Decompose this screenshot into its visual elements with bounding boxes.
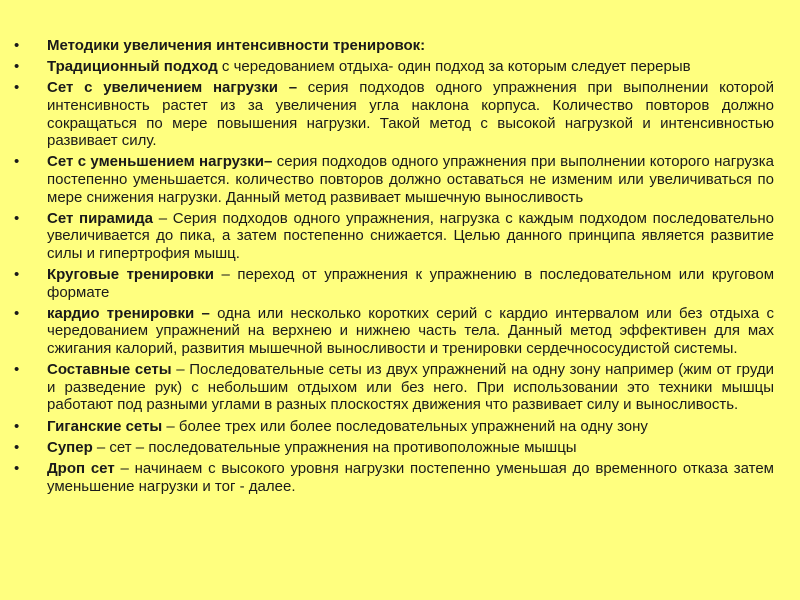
item-term: Супер (47, 438, 93, 456)
list-item (14, 305, 774, 358)
item-term: Дроп сет (47, 460, 115, 477)
list-item (14, 58, 774, 76)
list-item (14, 210, 774, 263)
item-term: Составные сеты (47, 361, 172, 379)
item-term: Сет пирамида (47, 209, 153, 227)
item-term: Круговые тренировки (47, 266, 214, 284)
item-text: – начинаем с высокого уровня нагрузки постепенно уменьшая до временного отказа затем уменьшение нагрузки и тог - далее. (47, 460, 774, 495)
bullet-list (14, 37, 774, 499)
item-text: – переход от упражнения к упражнению в последовательном или круговом формате (47, 266, 775, 301)
bullet-icon: • (14, 266, 20, 284)
item-text: серия подходов одного упражнения при выполнении которого нагрузка постепенно уменьшается. количество повторов должно оставаться не изменим или увеличиваться по мере снижения нагрузки. Данный метод развивает мышечную выносливость (47, 153, 775, 206)
bullet-icon: • (14, 37, 20, 54)
bullet-icon: • (14, 209, 20, 227)
item-text: с чередованием отдыха- один подход за которым следует перерыв (217, 58, 691, 76)
item-text: – более трех или более последовательных упражнений на одну зону (162, 417, 648, 435)
bullet-icon: • (14, 438, 20, 456)
list-item (14, 439, 774, 457)
item-text: – Серия подходов одного упражнения, нагрузка с каждым подходом последовательно увеличивается до пика, а затем постепенно снижается. Целью данного принципа является развитие силы и гипертрофия мышц. (47, 209, 774, 262)
item-text: – сет – последовательные упражнения на противоположные мышцы (92, 438, 577, 456)
item-term: Традиционный подход (47, 58, 218, 76)
bullet-icon: • (14, 361, 20, 379)
list-item (14, 153, 774, 206)
item-term: Методики увеличения интенсивности тренировок: (47, 37, 426, 54)
item-text: одна или несколько коротких серий с кардио интервалом или без отдыха с чередованием упражнений на верхнею и нижнею часть тела. Данный метод эффективен для мах сжигания калорий, развития мышечной выносливости и тренировки сердечнососудистой системы. (47, 304, 774, 358)
list-item (14, 37, 774, 55)
list-item (14, 361, 774, 414)
item-term: кардио тренировки – (47, 304, 210, 322)
bullet-icon: • (14, 417, 20, 435)
bullet-icon: • (14, 460, 20, 477)
list-item (14, 460, 774, 495)
bullet-icon: • (14, 304, 20, 322)
item-text: серия подходов одного упражнения при выполнении которой интенсивность растет из за увеличения угла наклона корпуса. Количество повторов должно сокращаться по мере повышения нагрузки. Такой метод с высокой нагрузкой и интенсивностью развивает силу. (47, 79, 775, 150)
list-item (14, 418, 774, 436)
item-term: Сет с увеличением нагрузки – (47, 79, 298, 97)
bullet-icon: • (14, 153, 20, 171)
item-term: Гиганские сеты (47, 417, 163, 435)
list-item (14, 266, 774, 301)
bullet-icon: • (14, 58, 20, 76)
item-text: – Последовательные сеты из двух упражнений на одну зону например (жим от груди и разведение рук) с небольшим отдыхом или без него. При использовании это техники мышцы работают под разными углами в разных плоскостях движения что развивает силу и выносливость. (47, 361, 774, 414)
bullet-icon: • (14, 79, 20, 97)
item-term: Сет с уменьшением нагрузки– (47, 153, 273, 171)
list-item (14, 79, 774, 149)
